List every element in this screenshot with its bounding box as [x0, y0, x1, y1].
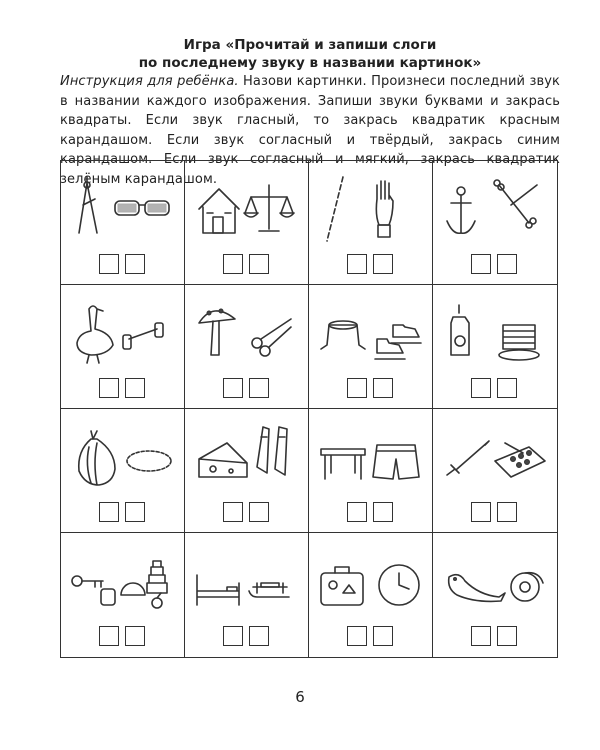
answer-box[interactable]	[125, 502, 145, 522]
grid-cell-15	[309, 533, 433, 657]
answer-box[interactable]	[125, 254, 145, 274]
answer-box[interactable]	[347, 378, 367, 398]
flippers-icon	[257, 427, 287, 475]
answer-box[interactable]	[497, 254, 517, 274]
goose-icon	[77, 306, 113, 363]
grid-cell-2	[185, 161, 309, 285]
grid-cell-14	[185, 533, 309, 657]
answer-box[interactable]	[373, 626, 393, 646]
answer-box[interactable]	[223, 378, 243, 398]
anchor-icon	[447, 187, 475, 233]
sled-icon	[249, 583, 289, 597]
answer-box[interactable]	[99, 502, 119, 522]
answer-box[interactable]	[223, 626, 243, 646]
answer-box[interactable]	[471, 502, 491, 522]
answer-box[interactable]	[347, 626, 367, 646]
seal-icon	[449, 575, 505, 602]
stump-icon	[321, 321, 365, 349]
scales-icon	[244, 185, 294, 231]
answer-box[interactable]	[125, 626, 145, 646]
answer-box[interactable]	[249, 378, 269, 398]
answer-box[interactable]	[373, 254, 393, 274]
grid-cell-9	[61, 409, 185, 533]
clock-icon	[379, 565, 419, 605]
bed-icon	[197, 575, 239, 605]
grid-cell-4	[433, 161, 557, 285]
grid-cell-11	[309, 409, 433, 533]
answer-box[interactable]	[471, 626, 491, 646]
grid-cell-10	[185, 409, 309, 533]
grid-cell-8	[433, 285, 557, 409]
answer-box[interactable]	[249, 626, 269, 646]
answer-box[interactable]	[471, 378, 491, 398]
pancakes-icon	[499, 325, 539, 360]
chain-icon	[327, 177, 343, 241]
dumbbell-icon	[123, 323, 163, 349]
title-line-2: по последнему звуку в названии картинок»	[138, 55, 482, 71]
answer-box[interactable]	[373, 502, 393, 522]
sword-icon	[447, 441, 489, 475]
cell-pictures	[67, 175, 179, 247]
answer-box[interactable]	[347, 254, 367, 274]
grid-cell-3	[309, 161, 433, 285]
cheese-icon	[199, 443, 247, 477]
instruction-label: Инструкция для ребёнка.	[60, 74, 239, 89]
grid-cell-5	[61, 285, 185, 409]
answer-box[interactable]	[125, 378, 145, 398]
answer-box[interactable]	[99, 378, 119, 398]
scissors-icon	[252, 319, 291, 356]
grid-cell-13	[61, 533, 185, 657]
answer-box[interactable]	[471, 254, 491, 274]
glove-icon	[376, 181, 393, 237]
bone-icon	[494, 180, 537, 228]
skates-icon	[375, 325, 421, 359]
rattle-toy-icon	[121, 561, 167, 608]
grid-cell-12	[433, 409, 557, 533]
picture-grid	[60, 160, 558, 658]
answer-box[interactable]	[497, 502, 517, 522]
paint-box-icon	[495, 443, 545, 477]
beads-icon	[127, 451, 171, 471]
answer-box[interactable]	[497, 378, 517, 398]
glue-bottle-icon	[451, 305, 469, 355]
grid-cell-1	[61, 161, 185, 285]
title-line-1: Игра «Прочитай и запиши слоги	[183, 37, 437, 53]
answer-box[interactable]	[347, 502, 367, 522]
answer-box[interactable]	[99, 254, 119, 274]
mushroom-icon	[199, 309, 235, 355]
grid-cell-7	[309, 285, 433, 409]
house-icon	[199, 189, 239, 233]
grid-cell-16	[433, 533, 557, 657]
shorts-icon	[373, 445, 419, 479]
answer-box[interactable]	[223, 254, 243, 274]
kiwi-icon	[511, 573, 543, 601]
answer-box[interactable]	[249, 254, 269, 274]
answer-box[interactable]	[249, 502, 269, 522]
page-number: 6	[295, 688, 305, 706]
answer-box[interactable]	[99, 626, 119, 646]
onion-icon	[79, 431, 115, 485]
suitcase-icon	[321, 567, 363, 605]
compass-icon	[79, 177, 97, 233]
answer-box[interactable]	[497, 626, 517, 646]
instruction-text: Назови картинки. Произнеси последний звук в названии каждого изображения. Запиши звуки буквами и закрась квадраты. Если звук гласный, то закрась квадратик красным карандашом. Если звук согласный и твёрдый, закрась синим карандашом. Если звук согласный и мягкий, закрась квадратик зелёным карандашом.	[60, 74, 560, 187]
answer-boxes	[99, 254, 145, 274]
key-icon	[72, 576, 115, 605]
answer-box[interactable]	[373, 378, 393, 398]
table-icon	[321, 449, 365, 479]
answer-box[interactable]	[223, 502, 243, 522]
sunglasses-icon	[115, 201, 169, 215]
grid-cell-6	[185, 285, 309, 409]
